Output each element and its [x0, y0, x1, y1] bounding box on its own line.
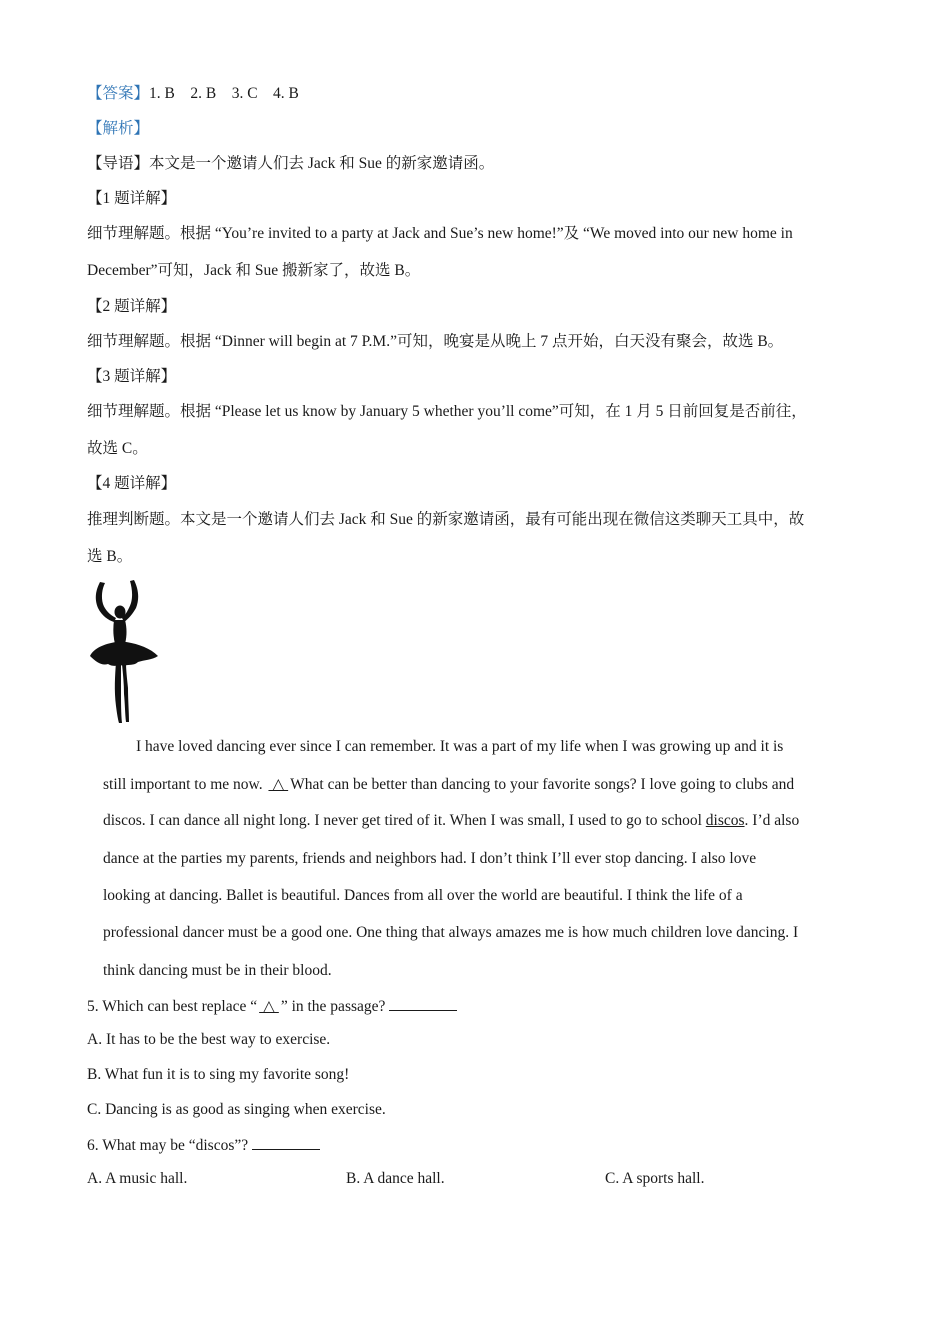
q6-option-c: C. A sports hall. — [605, 1170, 705, 1187]
q2-title: 【2 题详解】 — [87, 298, 177, 315]
q6-option-b: B. A dance hall. — [346, 1170, 445, 1187]
q5-stem — [87, 996, 457, 1016]
q5-option-c: C. Dancing is as good as singing when exercise. — [87, 1101, 386, 1118]
underlined-word-discos: discos — [705, 812, 745, 829]
passage-line-6: professional dancer must be a good one. One thing that always amazes me is how much children love dancing. I — [103, 924, 799, 941]
q1-line2: December”可知，Jack 和 Sue 搬新家了，故选 B。 — [87, 262, 421, 279]
passage-line-2 — [103, 775, 863, 794]
q5-stem-end: ” in the passage? — [280, 998, 390, 1015]
q3-line1: 细节理解题。根据 “Please let us know by January 5 whether you’ll come”可知，在 1 月 5 日前回复是否前往， — [87, 403, 807, 420]
q4-line2: 选 B。 — [87, 548, 133, 565]
passage-line-3 — [103, 812, 863, 830]
q6-stem-text: 6. What may be “discos”? — [87, 1137, 252, 1154]
q3-title: 【3 题详解】 — [87, 368, 177, 385]
passage-line-7: think dancing must be in their blood. — [103, 962, 332, 979]
answer-label: 【答案】 — [87, 85, 150, 102]
q1-title: 【1 题详解】 — [87, 190, 177, 207]
q5-option-a: A. It has to be the best way to exercise. — [87, 1031, 331, 1048]
q4-title: 【4 题详解】 — [87, 475, 177, 492]
q4-line1: 推理判断题。本文是一个邀请人们去 Jack 和 Sue 的新家邀请函，最有可能出现在微信这类聊天工具中，故 — [87, 511, 805, 528]
q6-option-a: A. A music hall. — [87, 1170, 188, 1187]
passage-line-3-start: discos. I can dance all night long. I never get tired of it. When I was small, I used to go to school — [103, 812, 706, 829]
ballerina-silhouette-image — [86, 578, 160, 724]
q2-line1: 细节理解题。根据 “Dinner will begin at 7 P.M.”可知，晚宴是从晚上 7 点开始，白天没有聚会，故选 B。 — [87, 333, 784, 350]
q5-answer-blank — [389, 996, 457, 1011]
q5-option-b: B. What fun it is to sing my favorite song! — [87, 1066, 350, 1083]
passage-line-1: I have loved dancing ever since I can remember. It was a part of my life when I was growing up and it is — [136, 738, 784, 755]
analysis-label: 【解析】 — [87, 120, 150, 137]
q6-answer-blank — [252, 1135, 320, 1150]
q5-triangle: △ — [259, 998, 279, 1015]
passage-line-3-end: . I’d also — [744, 812, 800, 829]
passage-line-2-start: still important to me now. — [103, 776, 267, 793]
q3-line2: 故选 C。 — [87, 440, 148, 457]
q1-line1: 细节理解题。根据 “You’re invited to a party at Jack and Sue’s new home!”及 “We moved into our new home in — [87, 225, 793, 242]
q6-stem — [87, 1135, 320, 1155]
guide-text: 【导语】本文是一个邀请人们去 Jack 和 Sue 的新家邀请函。 — [87, 155, 495, 172]
answer-text: 1. B 2. B 3. C 4. B — [149, 85, 299, 102]
triangle-blank: △ — [268, 776, 289, 793]
passage-line-5: looking at dancing. Ballet is beautiful. Dances from all over the world are beautiful. I think the life of a — [103, 887, 743, 904]
answer-line — [87, 81, 299, 103]
passage-line-2-end: What can be better than dancing to your favorite songs? I love going to clubs and — [290, 776, 795, 793]
q5-stem-start: 5. Which can best replace “ — [87, 998, 258, 1015]
passage-line-4: dance at the parties my parents, friends and neighbors had. I don’t think I’ll ever stop dancing. I also love — [103, 850, 757, 867]
